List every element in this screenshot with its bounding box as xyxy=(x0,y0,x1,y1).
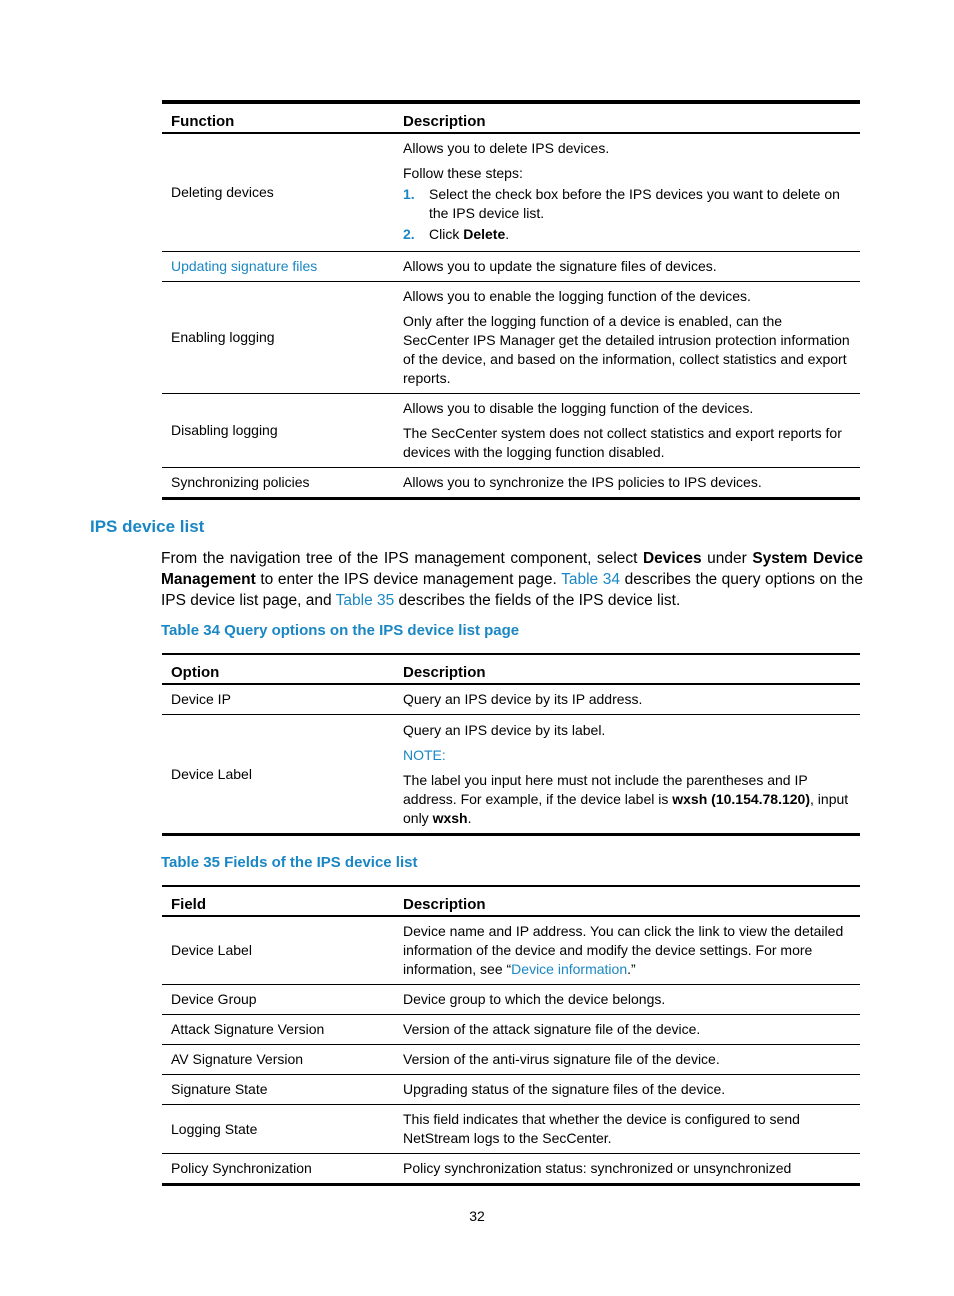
description-cell xyxy=(394,394,860,468)
example-label: wxsh (10.154.78.120) xyxy=(672,790,811,807)
option-cell: Device Label xyxy=(162,715,394,835)
step-number: 2. xyxy=(403,226,415,242)
page-number: 32 xyxy=(469,1208,485,1224)
table-row xyxy=(162,715,860,835)
description-text: The label you input here must not include the parentheses and IP address. For example, if the device label is wxsh (10.154.78.120), input only wxsh. xyxy=(403,771,849,826)
section-heading: IPS device list xyxy=(90,517,205,536)
description-cell: This field indicates that whether the device is configured to send NetStream logs to the SecCenter. xyxy=(394,1105,860,1154)
table-row xyxy=(162,394,860,468)
table-34-link[interactable]: Table 34 xyxy=(561,571,620,588)
function-cell: Synchronizing policies xyxy=(162,468,394,499)
step-text: Click Delete. xyxy=(429,226,510,242)
ui-term: Devices xyxy=(642,550,702,567)
description-cell: Policy synchronization status: synchronized or unsynchronized xyxy=(394,1154,860,1185)
field-cell: Device Group xyxy=(162,985,394,1015)
list-item xyxy=(403,225,851,244)
table-row xyxy=(162,1075,860,1105)
description-cell: Query an IPS device by its IP address. xyxy=(394,684,860,715)
list-item xyxy=(403,185,851,223)
table-row xyxy=(162,1045,860,1075)
step-number: 1. xyxy=(403,186,415,202)
function-cell: Enabling logging xyxy=(162,282,394,394)
column-header-field: Field xyxy=(162,886,394,916)
description-text: Allows you to enable the logging function of the devices. xyxy=(403,288,751,304)
function-cell: Disabling logging xyxy=(162,394,394,468)
body-paragraph: From the navigation tree of the IPS management component, select Devices under System Device Management to enter the IPS device management page. Table 34 describes the query options on the IPS device list page, and Table 35 describes the fields of the IPS device list. xyxy=(161,550,864,609)
field-cell: AV Signature Version xyxy=(162,1045,394,1075)
description-text: Follow these steps: xyxy=(403,165,523,181)
description-cell xyxy=(394,282,860,394)
column-header-description: Description xyxy=(394,654,860,684)
table-row xyxy=(162,684,860,715)
table-34-caption: Table 34 Query options on the IPS device list page xyxy=(161,622,520,639)
description-text: Query an IPS device by its label. xyxy=(403,721,606,738)
functions-table xyxy=(162,100,860,500)
ui-term: System Device Management xyxy=(161,550,863,588)
column-header-description: Description xyxy=(394,102,860,133)
function-cell xyxy=(162,252,394,282)
column-header-description: Description xyxy=(394,886,860,916)
table-row xyxy=(162,1154,860,1185)
field-cell: Policy Synchronization xyxy=(162,1154,394,1185)
description-cell: Upgrading status of the signature files of the device. xyxy=(394,1075,860,1105)
description-cell: Version of the anti-virus signature file of the device. xyxy=(394,1045,860,1075)
table-row xyxy=(162,1015,860,1045)
description-text: The SecCenter system does not collect statistics and export reports for devices with the logging function disabled. xyxy=(403,425,842,460)
step-text: Select the check box before the IPS devices you want to delete on the IPS device list. xyxy=(429,186,840,221)
query-options-table xyxy=(162,653,860,836)
table-row xyxy=(162,252,860,282)
table-row xyxy=(162,1105,860,1154)
description-cell xyxy=(394,715,860,835)
table-row xyxy=(162,282,860,394)
description-cell: Version of the attack signature file of the device. xyxy=(394,1015,860,1045)
description-text: Allows you to disable the logging function of the devices. xyxy=(403,400,754,416)
example-input: wxsh xyxy=(432,809,468,826)
description-cell: Allows you to update the signature files of devices. xyxy=(394,252,860,282)
table-row xyxy=(162,133,860,252)
table-row xyxy=(162,468,860,499)
note-label: NOTE: xyxy=(403,746,446,763)
function-cell: Deleting devices xyxy=(162,133,394,252)
table-row xyxy=(162,985,860,1015)
table-35-caption: Table 35 Fields of the IPS device list xyxy=(161,854,418,871)
option-cell: Device IP xyxy=(162,684,394,715)
table-35-link[interactable]: Table 35 xyxy=(335,592,395,609)
description-cell: Device group to which the device belongs. xyxy=(394,985,860,1015)
ui-term: Delete xyxy=(463,226,506,242)
column-header-function: Function xyxy=(162,102,394,133)
column-header-option: Option xyxy=(162,654,394,684)
table-row xyxy=(162,916,860,985)
device-list-fields-table xyxy=(162,885,860,1186)
description-cell: Allows you to synchronize the IPS policies to IPS devices. xyxy=(394,468,860,499)
description-text: Only after the logging function of a device is enabled, can the SecCenter IPS Manager get the detailed intrusion protection information of the device, and based on the information, collect statistics and export reports. xyxy=(403,313,850,386)
device-information-link[interactable]: Device information xyxy=(511,961,628,977)
field-cell: Signature State xyxy=(162,1075,394,1105)
description-cell xyxy=(394,133,860,252)
description-cell: Device name and IP address. You can click the link to view the detailed information of the device and modify the device settings. For more information, see “Device information.” xyxy=(394,916,860,985)
field-cell: Attack Signature Version xyxy=(162,1015,394,1045)
updating-signature-files-link[interactable]: Updating signature files xyxy=(171,258,318,274)
field-cell: Logging State xyxy=(162,1105,394,1154)
description-text: Allows you to delete IPS devices. xyxy=(403,140,610,156)
field-cell: Device Label xyxy=(162,916,394,985)
steps-list xyxy=(403,185,851,244)
